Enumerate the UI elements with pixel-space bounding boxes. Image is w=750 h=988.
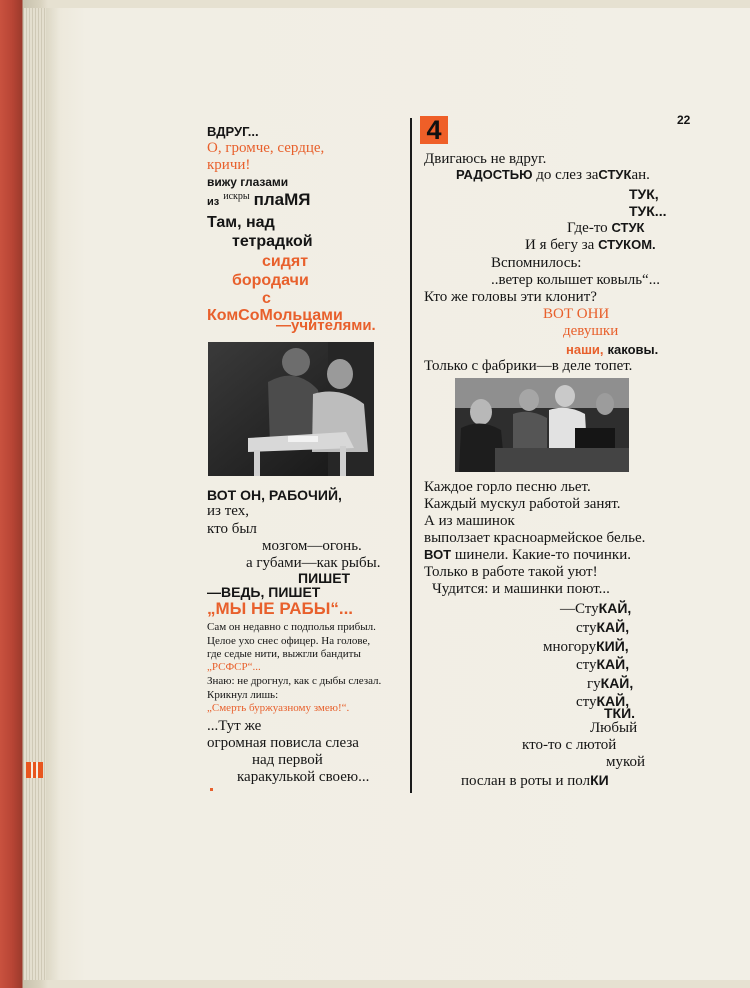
photo-men-at-desk (208, 342, 374, 476)
column-divider (410, 118, 412, 793)
line: кричи! (207, 157, 251, 173)
line: а губами—как рыбы. (246, 555, 381, 571)
line-part: КАЙ, (596, 619, 630, 635)
page-edges (24, 8, 46, 980)
line: каракулькой своею... (237, 769, 370, 785)
line-part: КИ (590, 772, 609, 788)
line-part: шинели. Какие-то починки. (454, 547, 631, 563)
line: КомСоМольцами (207, 307, 343, 324)
line: Кто же головы эти клонит? (424, 289, 597, 305)
section-number-box: 4 (420, 116, 448, 144)
line (456, 168, 650, 183)
line: девушки (563, 323, 619, 339)
line (560, 601, 631, 617)
line-part: ан. (631, 167, 650, 183)
orange-dot (210, 788, 213, 791)
line: ВОТ ОН, РАБОЧИЙ, (207, 487, 342, 503)
small-line: Сам он недавно с подполья прибыл. (207, 621, 376, 633)
line (566, 342, 658, 358)
line: Там, над (207, 214, 275, 231)
line: ПИШЕТ (298, 570, 351, 586)
line: О, громче, сердце, (207, 140, 325, 156)
line: ТУК, (629, 186, 659, 202)
line-part: КИЙ, (596, 638, 629, 654)
line-part: до слез за (536, 167, 599, 183)
line (576, 620, 629, 636)
line-part: из (207, 196, 220, 208)
line: ТУК... (629, 203, 667, 219)
line: вижу глазами (207, 175, 289, 189)
line-part: плаМЯ (253, 190, 311, 209)
line: Любый (590, 720, 638, 736)
photo-women-at-sewing-machines (455, 378, 629, 472)
line: Только с фабрики—в деле топет. (424, 358, 633, 374)
line-part: КАЙ, (598, 600, 632, 616)
line-part: сту (576, 620, 597, 636)
line-part: ВОТ (424, 547, 452, 562)
line: мукой (606, 754, 646, 770)
line-part: послан в роты и пол (461, 773, 591, 789)
line: —учителями. (276, 317, 376, 334)
line: ...Тут же (207, 718, 262, 734)
line (543, 639, 629, 655)
line: Чудится: и машинки поют... (432, 581, 610, 597)
line-part: наши, (566, 342, 604, 357)
line: из тех, (207, 503, 249, 519)
line-part: СТУК (598, 167, 632, 182)
line: бородачи (232, 272, 309, 289)
line: ВДРУГ... (207, 124, 259, 139)
small-line: „РСФСР“... (207, 661, 261, 673)
small-line: Крикнул лишь: (207, 689, 279, 701)
line-part: —Сту (560, 601, 599, 617)
line-part: искры (223, 191, 250, 202)
line: сидят (262, 253, 309, 270)
line-part: РАДОСТЬЮ (456, 167, 533, 182)
line-part: гу (587, 676, 601, 692)
line-part: Где-то (567, 220, 608, 236)
line-part: КАЙ, (600, 675, 634, 691)
small-line: Целое ухо снес офицер. На голове, (207, 635, 371, 647)
orange-tab-marker (26, 762, 43, 778)
line: над первой (252, 752, 323, 768)
page-number: 22 (677, 113, 691, 127)
line: Каждый мускул работой занят. (424, 496, 621, 512)
line-part: КАЙ, (596, 693, 630, 709)
small-line: где седые нити, выжгли бандиты (207, 648, 361, 660)
line: мозгом—огонь. (262, 538, 362, 554)
line: кто был (207, 521, 257, 537)
line-part: каковы. (607, 342, 659, 357)
line: Каждое горло песню льет. (424, 479, 591, 495)
line (587, 676, 633, 692)
line: ВОТ ОНИ (543, 306, 610, 322)
line (461, 773, 609, 789)
line-part: сту (576, 657, 597, 673)
line: ТКИ. (604, 705, 636, 721)
line-part: И я бегу за (525, 237, 595, 253)
book-page (46, 8, 750, 980)
small-line: „Смерть буржуазному змею!“. (207, 702, 350, 714)
line: „МЫ НЕ РАБЫ“... (207, 599, 354, 618)
line (525, 238, 656, 253)
line-part: СТУК (611, 220, 645, 235)
line: —ВЕДЬ, ПИШЕТ (207, 584, 321, 600)
line-part: многору (543, 639, 597, 655)
line (207, 191, 311, 209)
line-part: СТУКОМ. (598, 237, 656, 252)
line: тетрадкой (232, 233, 313, 250)
line: А из машинок (424, 513, 515, 529)
line (424, 548, 631, 563)
line: кто-то с лютой (522, 737, 617, 753)
line: огромная повисла слеза (207, 735, 359, 751)
small-line: Знаю: не дрогнул, как с дыбы слезал. (207, 675, 382, 687)
line (576, 657, 629, 673)
line-part: КАЙ, (596, 656, 630, 672)
line: Вспомнилось: (491, 255, 582, 271)
line: с (262, 290, 271, 307)
line: Только в работе такой уют! (424, 564, 598, 580)
line-part: сту (576, 694, 597, 710)
line: Двигаюсь не вдруг. (424, 151, 547, 167)
line: ..ветер колышет ковыль“... (491, 272, 660, 288)
line (567, 221, 644, 236)
line: выползает красноармейское белье. (424, 530, 646, 546)
